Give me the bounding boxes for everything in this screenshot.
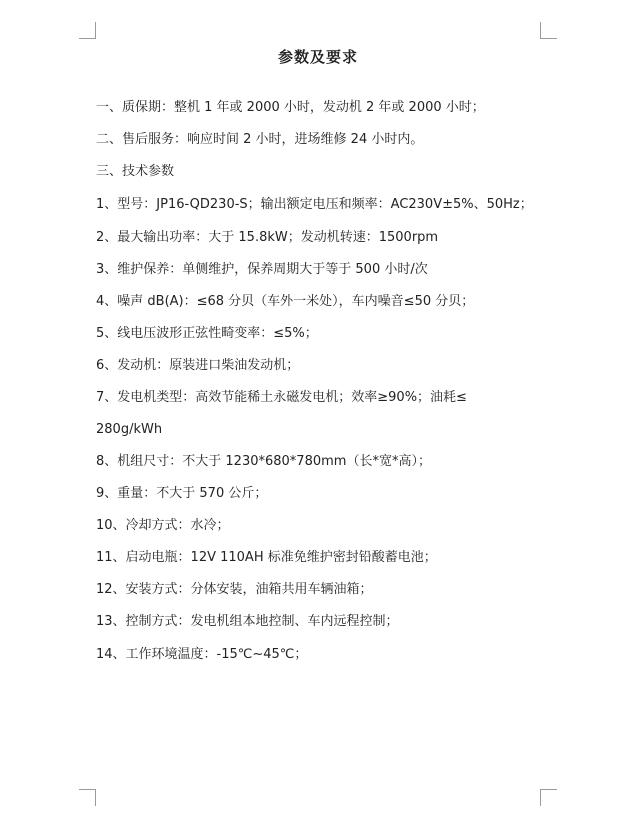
param-item-noise: 4、噪声 dB(A)：≤68 分贝（车外一米处），车内噪音≤50 分贝；: [96, 294, 475, 309]
param-item-waveform-distortion: 5、线电压波形正弦性畸变率：≤5%；: [96, 326, 318, 341]
paragraph-warranty: 一、质保期：整机 1 年或 2000 小时，发动机 2 年或 2000 小时；: [96, 100, 485, 115]
param-item-generator-type: 7、发电机类型：高效节能稀土永磁发电机；效率≥90%；油耗≤: [96, 390, 467, 405]
param-item-installation: 12、安装方式：分体安装，油箱共用车辆油箱；: [96, 582, 373, 597]
document-title: 参数及要求: [277, 48, 358, 66]
param-item-cooling: 10、冷却方式：水冷；: [96, 518, 230, 533]
param-item-weight: 9、重量：不大于 570 公斤；: [96, 486, 268, 501]
section-heading-tech-params: 三、技术参数: [96, 164, 175, 179]
param-item-operating-temp: 14、工作环境温度：-15℃~45℃；: [96, 647, 308, 662]
crop-mark-bottom-left: [79, 789, 96, 806]
crop-mark-bottom-right: [540, 789, 557, 806]
param-item-battery: 11、启动电瓶：12V 110AH 标准免维护密封铅酸蓄电池；: [96, 550, 437, 565]
param-item-model: 1、型号：JP16-QD230-S；输出额定电压和频率：AC230V±5%、50Hz；: [96, 197, 533, 212]
crop-mark-top-right: [540, 22, 557, 39]
param-item-max-power: 2、最大输出功率：大于 15.8kW；发动机转速：1500rpm: [96, 230, 439, 245]
paragraph-after-sales: 二、售后服务：响应时间 2 小时，进场维修 24 小时内。: [96, 132, 424, 147]
crop-mark-top-left: [79, 22, 96, 39]
param-item-control: 13、控制方式：发电机组本地控制、车内远程控制；: [96, 614, 399, 629]
param-item-dimensions: 8、机组尺寸：不大于 1230*680*780mm（长*宽*高）；: [96, 454, 431, 469]
param-item-engine: 6、发动机：原装进口柴油发动机；: [96, 358, 300, 373]
param-item-maintenance: 3、维护保养：单侧维护，保养周期大于等于 500 小时/次: [96, 262, 428, 277]
param-item-generator-type-cont: 280g/kWh: [96, 422, 163, 437]
